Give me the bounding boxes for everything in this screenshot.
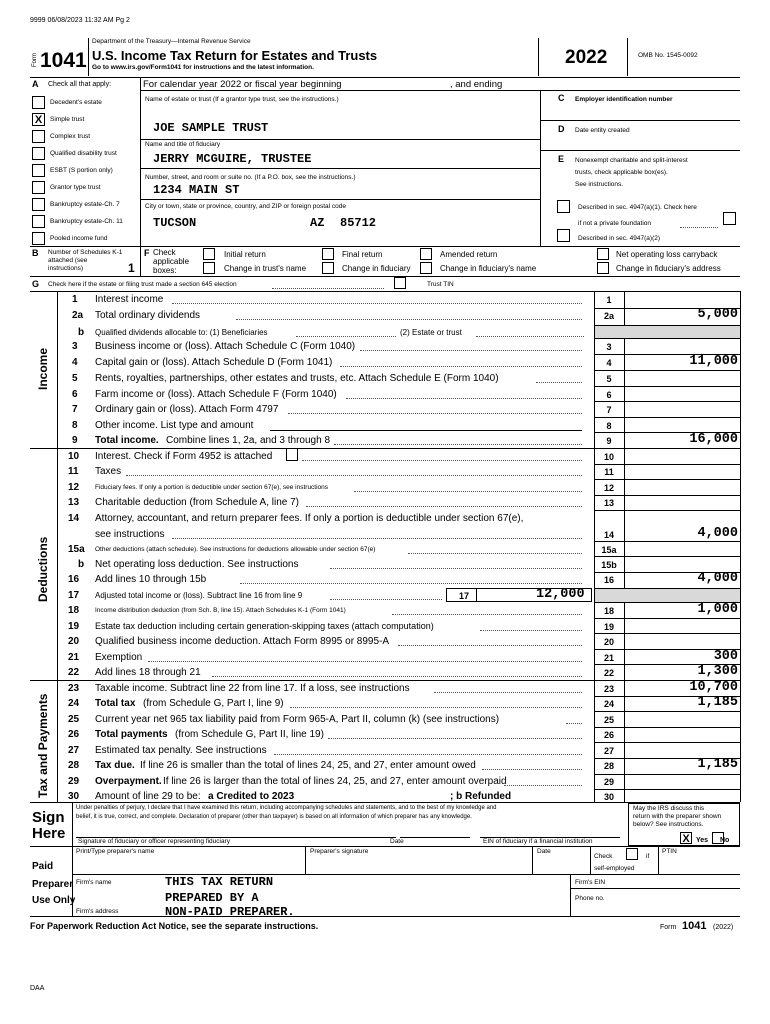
e-option-2: Described in sec. 4947(a)(2) — [578, 235, 661, 242]
option-bankruptcy-ch7: Bankruptcy estate-Ch. 7 — [50, 201, 120, 208]
line-label-2: (2) Estate or trust — [400, 328, 462, 337]
city-label: City or town, state or province, country, and ZIP or foreign postal code — [145, 203, 346, 210]
option-qualified-disability-trust: Qualified disability trust — [50, 150, 117, 157]
line-box-number: 1 — [606, 295, 612, 305]
line-box-number: 13 — [603, 498, 614, 508]
line-number: b — [78, 327, 85, 338]
option-pooled-income-fund: Pooled income fund — [50, 235, 108, 242]
line-box-number: 26 — [603, 730, 614, 740]
income-section-label: Income — [36, 347, 50, 390]
option-decedents-estate: Decedent's estate — [50, 99, 102, 106]
line-number: 9 — [72, 435, 78, 446]
line-number: 25 — [68, 714, 80, 725]
change-fiduciary-label: Change in fiduciary — [342, 264, 411, 273]
line-box-number: 28 — [603, 761, 614, 771]
self-employed-check-label: Check — [594, 853, 613, 860]
date-created-label: Date entity created — [575, 127, 630, 134]
line-number: 17 — [68, 590, 80, 601]
footer-form-reference — [660, 920, 740, 934]
final-return-label: Final return — [342, 250, 383, 259]
tax-payments-section-label: Tax and Payments — [36, 693, 50, 798]
line-number: 21 — [68, 652, 80, 663]
line-label: Rents, royalties, partnerships, other estates and trusts, etc. Attach Schedule E (Form 1040) — [95, 373, 499, 384]
line-label-2: If line 26 is larger than the total of lines 24, 25, and 27, enter amount overpaid — [163, 776, 507, 787]
line-box-number: 7 — [606, 405, 612, 415]
line-number: 19 — [68, 621, 80, 632]
option-simple-trust: Simple trust — [50, 116, 85, 123]
line-28-amount[interactable]: 1,185 — [697, 757, 738, 772]
perjury-statement-2: belief, it is true, correct, and complete. Declaration of preparer (other than taxpayer) is based on all information of which preparer has any knowledge. — [76, 814, 472, 820]
line-number: 15a — [68, 544, 85, 555]
e-label-1: Nonexempt charitable and split-interest — [575, 157, 688, 164]
line-number: 27 — [68, 745, 80, 756]
fiduciary-name[interactable]: JERRY MCGUIRE, TRUSTEE — [153, 152, 312, 166]
option-esbt: ESBT (S portion only) — [50, 167, 113, 174]
preparer-title: Preparer — [32, 879, 74, 890]
sign-date-label: Date — [390, 838, 404, 845]
line-label: Total payments — [95, 729, 168, 740]
line-9-amount[interactable]: 16,000 — [689, 432, 738, 447]
perjury-statement-1: Under penalties of perjury, I declare that I have examined this return, including accompanying schedules and statements, and to the best of my knowledge and — [76, 805, 497, 811]
line-label: Other income. List type and amount — [95, 420, 254, 431]
form-title: U.S. Income Tax Return for Estates and Trusts — [92, 48, 378, 63]
line-number: b — [78, 559, 85, 570]
line-4-amount[interactable]: 11,000 — [689, 354, 738, 369]
firm-address[interactable]: NON-PAID PREPARER. — [165, 905, 295, 919]
preparer-signature-label: Preparer's signature — [310, 848, 369, 855]
line-box-number: 18 — [603, 606, 614, 616]
phone-label: Phone no. — [575, 895, 605, 902]
option-complex-trust: Complex trust — [50, 133, 91, 140]
city[interactable]: TUCSON — [153, 216, 197, 230]
line-label: Taxes — [95, 466, 122, 477]
irs-discuss-1: May the IRS discuss this — [633, 805, 705, 812]
section-g-letter: G — [32, 279, 40, 289]
checkbox-simple-trust[interactable]: X — [32, 113, 45, 126]
section-d-letter: D — [558, 124, 565, 134]
self-employed-label: self-employed — [594, 865, 635, 872]
line-label: Capital gain or (loss). Attach Schedule D (Form 1041) — [95, 357, 333, 368]
line-label: Tax due. — [95, 760, 135, 771]
line-label-2: If line 26 is smaller than the total of lines 24, 25, and 27, enter amount owed — [140, 760, 476, 771]
line-number: 10 — [68, 451, 80, 462]
line-label: Qualified dividends allocable to: (1) Beneficiaries — [95, 328, 268, 337]
print-header: 9999 06/08/2023 11:32 AM Pg 2 — [30, 17, 130, 24]
line-box-number: 2a — [603, 311, 614, 321]
fiduciary-ein-label: EIN of fiduciary if a financial institution — [483, 838, 593, 845]
sign-title: Sign — [32, 809, 65, 826]
line-box-number: 5 — [606, 374, 612, 384]
and-ending-label: , and ending — [450, 79, 503, 90]
calendar-year-label: For calendar year 2022 or fiscal year beginning — [143, 79, 342, 90]
line-box-number: 8 — [606, 421, 612, 431]
line-box-number: 16 — [603, 575, 614, 585]
line-label: Income distribution deduction (from Sch. B, line 15). Attach Schedules K-1 (Form 1041) — [95, 607, 346, 614]
line-box-number: 30 — [603, 792, 614, 802]
line-number: 23 — [68, 683, 80, 694]
footer-form-number: 1041 — [682, 920, 707, 932]
line-box-number: 9 — [606, 436, 612, 446]
line-box-number: 10 — [603, 452, 614, 462]
line-number: 29 — [68, 776, 80, 787]
line-23-amount[interactable]: 10,700 — [689, 680, 738, 695]
line-number: 7 — [72, 404, 78, 415]
line-box-number: 19 — [603, 622, 614, 632]
line-number: 14 — [68, 513, 80, 524]
state[interactable]: AZ — [310, 216, 325, 230]
section-f-letter: F — [144, 248, 150, 258]
irs-discuss-2: return with the preparer shown — [633, 813, 722, 820]
e-option-1b: if not a private foundation — [578, 220, 651, 227]
ptin-label: PTIN — [662, 848, 677, 855]
line-24-amount[interactable]: 1,185 — [697, 695, 738, 710]
irs-discuss-3: below? See instructions. — [633, 821, 704, 828]
line-number: 11 — [68, 466, 79, 477]
line-box-number: 6 — [606, 390, 612, 400]
line-label-2: (from Schedule G, Part I, line 9) — [143, 698, 284, 709]
change-fiduciary-address-label: Change in fiduciary's address — [616, 264, 721, 273]
initial-return-label: Initial return — [224, 250, 266, 259]
line-box-number: 4 — [606, 358, 612, 368]
line-number: 3 — [72, 341, 78, 352]
section-e-letter: E — [558, 154, 565, 164]
line-label: Interest. Check if Form 4952 is attached — [95, 451, 273, 462]
amended-return-label: Amended return — [440, 250, 498, 259]
k1-label-3: instructions) — [48, 265, 84, 272]
form-number: 1041 — [40, 49, 87, 72]
line-box-number: 12 — [603, 483, 614, 493]
line-label: Taxable income. Subtract line 22 from line 17. If a loss, see instructions — [95, 683, 410, 694]
line-label: Amount of line 29 to be: — [95, 791, 201, 802]
line-number: 30 — [68, 791, 80, 802]
form-label: Form — [32, 53, 38, 67]
checkbox-discuss-yes[interactable]: X — [680, 832, 692, 844]
section-b-letter: B — [32, 248, 39, 258]
f-label-1: Check — [153, 248, 176, 257]
line-number: 5 — [72, 373, 78, 384]
deductions-section-label: Deductions — [36, 536, 50, 602]
line-17-amount[interactable]: 12,000 — [536, 587, 585, 602]
e-option-1: Described in sec. 4947(a)(1). Check here — [578, 204, 697, 211]
checkbox-self-employed[interactable] — [626, 848, 638, 860]
line-number: 12 — [68, 482, 80, 493]
line-label: Charitable deduction (from Schedule A, line 7) — [95, 497, 300, 508]
refunded-label: ; b Refunded — [450, 791, 512, 802]
line-number: 20 — [68, 636, 80, 647]
ein-label: Employer identification number — [575, 96, 673, 103]
line-label: Adjusted total income or (loss). Subtract line 16 from line 9 — [95, 591, 303, 600]
line-label: Estate tax deduction including certain generation-skipping taxes (attach computation) — [95, 621, 434, 631]
f-label-3: boxes: — [153, 266, 177, 275]
line-22-amount[interactable]: 1,300 — [697, 664, 738, 679]
line-box-number: 15a — [601, 545, 617, 555]
paperwork-notice: For Paperwork Reduction Act Notice, see the separate instructions. — [30, 921, 319, 931]
firm-name[interactable]: THIS TAX RETURN — [165, 875, 274, 889]
line-14-amount[interactable]: 4,000 — [697, 526, 738, 541]
line-label: Current year net 965 tax liability paid from Form 965-A, Part II, column (k) (see instructions) — [95, 714, 500, 725]
firm-ein-label: Firm's EIN — [575, 879, 606, 886]
preparer-name-label: Print/Type preparer's name — [76, 848, 155, 855]
tax-year: 2022 — [565, 47, 608, 68]
e-label-2: trusts, check applicable box(es). — [575, 169, 668, 176]
line-box-number: 29 — [603, 777, 614, 787]
firm-address-label: Firm's address — [76, 908, 119, 915]
use-only-title: Use Only — [32, 895, 76, 906]
line-label: Farm income or (loss). Attach Schedule F (Form 1040) — [95, 389, 337, 400]
line-number: 4 — [72, 357, 78, 368]
line-label: Total tax — [95, 698, 136, 709]
line-box-number: 3 — [606, 342, 612, 352]
line-box-number: 21 — [603, 653, 614, 663]
goto-instructions: Go to www.irs.gov/Form1041 for instructions and the latest information. — [92, 64, 314, 71]
preparer-date-label: Date — [537, 848, 551, 855]
e-label-3: See instructions. — [575, 181, 624, 188]
line-box-number: 15b — [601, 560, 617, 570]
here-title: Here — [32, 825, 66, 842]
line-label: Overpayment. — [95, 776, 162, 787]
line-label-2: see instructions — [95, 529, 165, 540]
line-label: Net operating loss deduction. See instructions — [95, 559, 299, 570]
line-number: 18 — [68, 605, 80, 616]
line-label: Other deductions (attach schedule). See instructions for deductions allowable under section 67(e) — [95, 546, 376, 553]
line-number: 26 — [68, 729, 80, 740]
option-bankruptcy-ch11: Bankruptcy estate-Ch. 11 — [50, 218, 123, 225]
line-label: Add lines 18 through 21 — [95, 667, 201, 678]
street-address[interactable]: 1234 MAIN ST — [153, 183, 240, 197]
section-c-letter: C — [558, 93, 565, 103]
line-16-amount[interactable]: 4,000 — [697, 571, 738, 586]
firm-name-line-2[interactable]: PREPARED BY A — [165, 891, 259, 905]
line-label: Estimated tax penalty. See instructions — [95, 745, 267, 756]
line-label: Qualified business income deduction. Attach Form 8995 or 8995-A — [95, 636, 390, 647]
line-box-number: 17 — [459, 591, 470, 601]
option-grantor-type-trust: Grantor type trust — [50, 184, 101, 191]
section-a-letter: A — [32, 79, 39, 89]
paid-title: Paid — [32, 861, 54, 872]
fiduciary-label: Name and title of fiduciary — [145, 141, 221, 148]
zip-code[interactable]: 85712 — [340, 216, 377, 230]
credited-label: a Credited to 2023 — [208, 791, 295, 802]
line-number: 1 — [72, 294, 78, 305]
name-label: Name of estate or trust (If a grantor type trust, see the instructions.) — [145, 96, 339, 103]
footer-form-prefix: Form — [660, 924, 677, 931]
line-label: Business income or (loss). Attach Schedule C (Form 1040) — [95, 341, 356, 352]
section-645-label: Check here if the estate or filing trust made a section 645 election — [48, 281, 237, 288]
line-label: Attorney, accountant, and return preparer fees. If only a portion is deductible under section 67(e), — [95, 513, 524, 524]
nol-carryback-label: Net operating loss carryback — [616, 250, 718, 259]
firm-name-label: Firm's name — [76, 879, 112, 886]
line-number: 24 — [68, 698, 80, 709]
line-label: Add lines 10 through 15b — [95, 574, 207, 585]
change-trust-name-label: Change in trust's name — [224, 264, 307, 273]
street-label: Number, street, and room or suite no. (If a P.O. box, see the instructions.) — [145, 174, 356, 181]
line-box-number: 14 — [603, 530, 614, 540]
line-number: 16 — [68, 574, 80, 585]
line-box-number: 11 — [604, 467, 614, 477]
line-label: Interest income — [95, 294, 164, 305]
line-number: 8 — [72, 420, 78, 431]
line-number: 13 — [68, 497, 80, 508]
k1-count[interactable]: 1 — [128, 261, 135, 275]
footer-form-year: (2022) — [713, 924, 734, 931]
if-label: if — [646, 853, 650, 860]
discuss-yes-label: Yes — [696, 837, 709, 844]
line-label: Total ordinary dividends — [95, 310, 201, 321]
line-label-2: (from Schedule G, Part II, line 19) — [175, 729, 324, 740]
change-fiduciary-name-label: Change in fiduciary's name — [440, 264, 537, 273]
line-label-2: Combine lines 1, 2a, and 3 through 8 — [166, 435, 330, 446]
section-a-label: Check all that apply: — [48, 81, 112, 88]
trust-name[interactable]: JOE SAMPLE TRUST — [153, 121, 269, 135]
line-box-number: 24 — [603, 699, 614, 709]
line-box-number: 23 — [603, 684, 614, 694]
line-label: Total income. — [95, 435, 159, 446]
line-box-number: 20 — [603, 637, 614, 647]
line-number: 28 — [68, 760, 80, 771]
line-label: Exemption — [95, 652, 143, 663]
signature-label: Signature of fiduciary or officer representing fiduciary — [78, 838, 230, 845]
line-label: Ordinary gain or (loss). Attach Form 4797 — [95, 404, 279, 415]
line-box-number: 22 — [603, 668, 614, 678]
line-21-amount[interactable]: 300 — [713, 649, 738, 664]
f-label-2: applicable — [153, 257, 190, 266]
line-18-amount[interactable]: 1,000 — [697, 602, 738, 617]
checkbox-form-4952[interactable] — [286, 448, 298, 461]
trust-tin-label: Trust TIN — [427, 281, 454, 288]
discuss-no-label: No — [720, 837, 730, 844]
line-number: 6 — [72, 389, 78, 400]
line-box-number: 27 — [603, 746, 614, 756]
line-number: 2a — [72, 310, 84, 321]
line-label: Fiduciary fees. If only a portion is deductible under section 67(e), see instructions — [95, 484, 329, 491]
k1-label-1: Number of Schedules K-1 — [48, 249, 123, 256]
k1-label-2: attached (see — [48, 257, 88, 264]
daa-mark: DAA — [30, 985, 45, 992]
department: Department of the Treasury—Internal Revenue Service — [92, 38, 251, 45]
line-box-number: 25 — [603, 715, 614, 725]
omb-number: OMB No. 1545-0092 — [638, 52, 698, 59]
line-number: 22 — [68, 667, 80, 678]
line-2a-amount[interactable]: 5,000 — [697, 307, 738, 322]
